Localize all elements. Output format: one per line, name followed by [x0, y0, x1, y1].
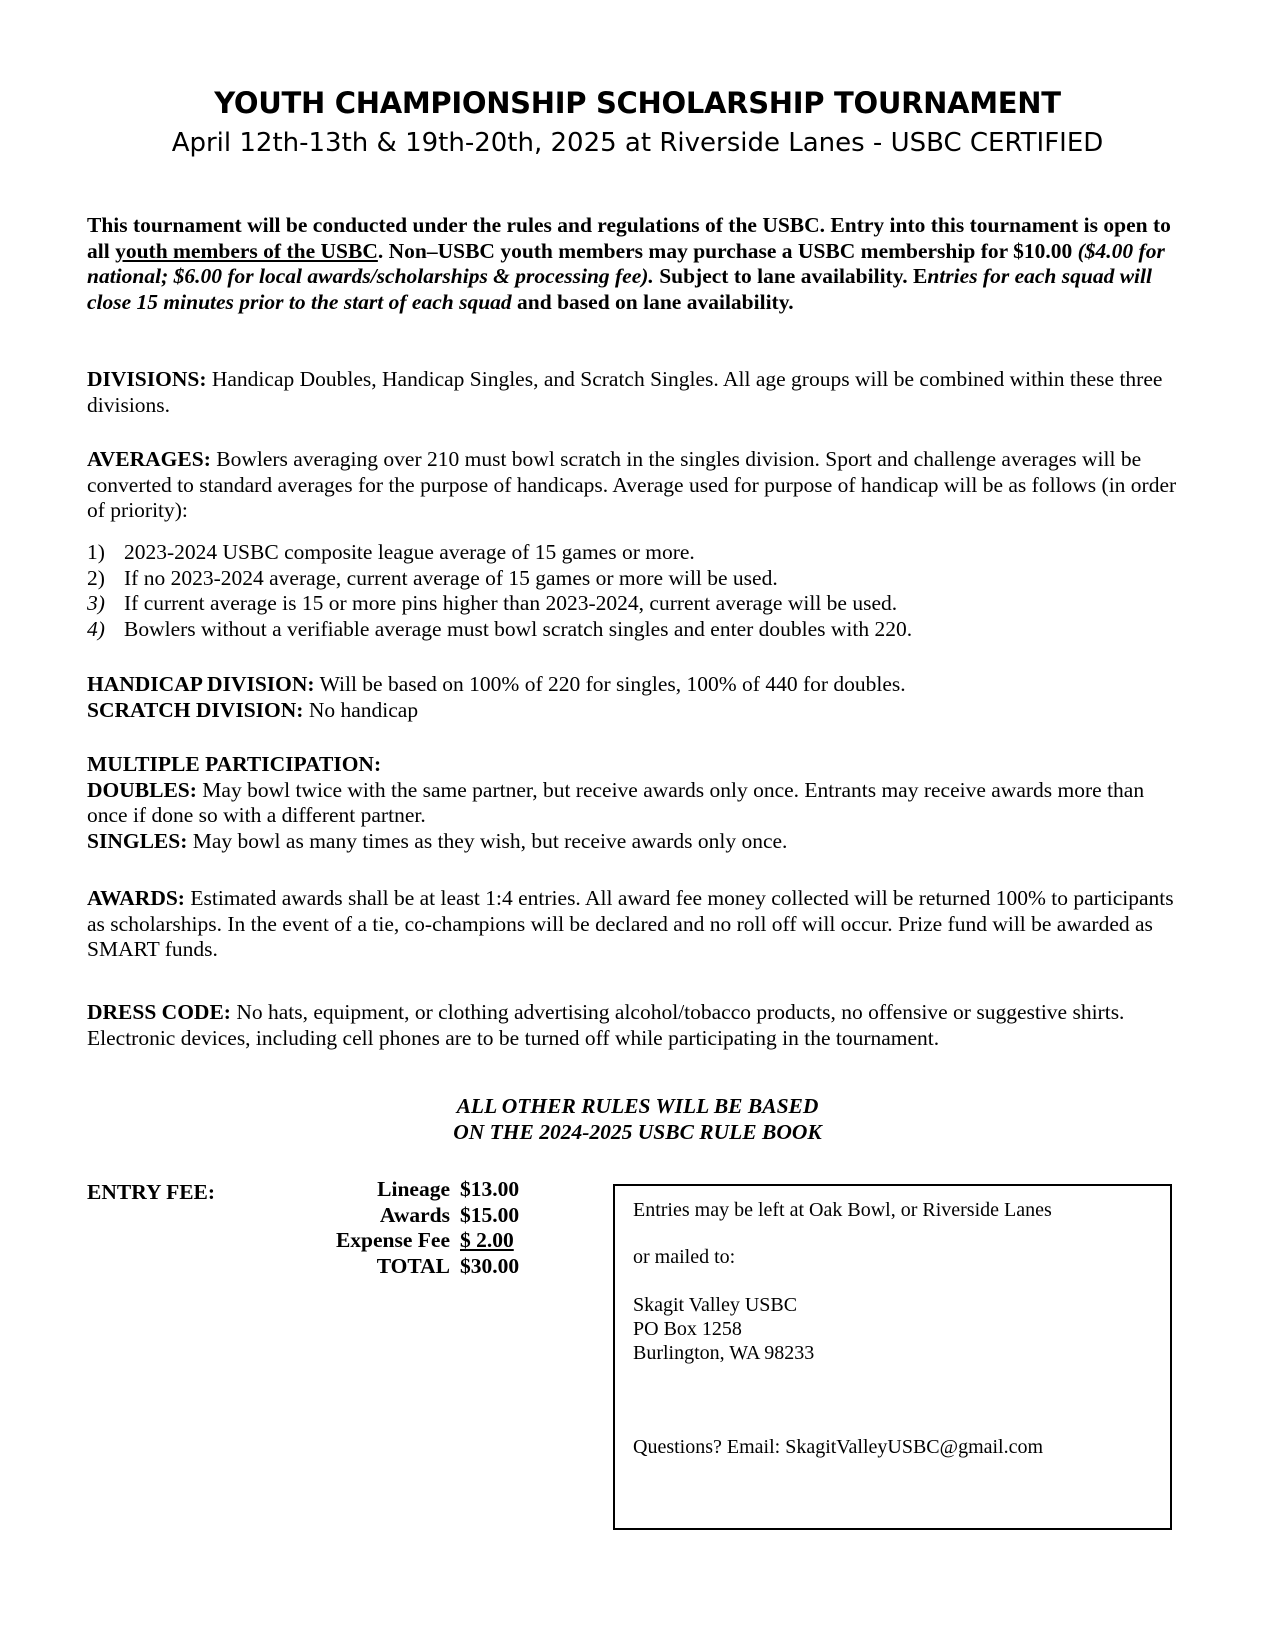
- list-number: 1): [87, 540, 105, 564]
- entries-location: Entries may be left at Oak Bowl, or Riverside Lanes: [633, 1199, 1052, 1221]
- list-number: 3): [87, 591, 105, 615]
- scratch-text: No handicap: [303, 697, 419, 722]
- fee-label: Expense Fee: [335, 1228, 450, 1252]
- fee-label: Awards: [379, 1202, 450, 1227]
- awards-paragraph: [87, 886, 1187, 963]
- division-rules: [87, 672, 1187, 723]
- singles-text: May bowl as many times as they wish, but receive awards only once.: [187, 828, 788, 853]
- doubles-text: May bowl twice with the same partner, but receive awards only once. Entrants may receive awards more than once if done so with a different partner.: [87, 777, 1145, 827]
- list-text: 2023-2024 USBC composite league average of 15 games or more.: [124, 540, 695, 564]
- list-item: [87, 566, 912, 592]
- list-item: [87, 540, 912, 566]
- mail-instructions: or mailed to:: [633, 1246, 736, 1268]
- handicap-text: Will be based on 100% of 220 for singles, 100% of 440 for doubles.: [314, 672, 906, 696]
- dress-code-text: No hats, equipment, or clothing advertising alcohol/tobacco products, no offensive or suggestive shirts. Electronic devices, including cell phones are to be turned off while participating in the tournament.: [87, 1000, 1125, 1050]
- handicap-label: HANDICAP DIVISION:: [87, 672, 315, 696]
- scratch-division: [87, 698, 1187, 724]
- handicap-division: [87, 672, 1187, 698]
- awards-text: Estimated awards shall be at least 1:4 entries. All award fee money collected will be returned 100% to participants as scholarships. In the event of a tie, co-champions will be declared and no roll off will occur. Prize fund will be awarded as SMART funds.: [87, 886, 1174, 961]
- address-line-1: Skagit Valley USBC: [633, 1294, 798, 1316]
- intro-paragraph: [87, 213, 1187, 315]
- doubles-label: DOUBLES:: [87, 777, 197, 802]
- address-line-2: PO Box 1258: [633, 1318, 742, 1340]
- list-number: 4): [87, 616, 105, 641]
- intro-italic-2: ntries for each squad will close 15 minutes prior to the start of each squad: [87, 264, 1152, 314]
- other-rules-line-1: ALL OTHER RULES WILL BE BASED: [456, 1094, 819, 1118]
- intro-text-3: Subject to lane availability. E: [653, 264, 928, 288]
- list-text: If no 2023-2024 average, current average of 15 games or more will be used.: [124, 565, 778, 590]
- multiple-heading: MULTIPLE PARTICIPATION:: [87, 752, 382, 776]
- list-text: Bowlers without a verifiable average must bowl scratch singles and enter doubles with 220.: [124, 616, 913, 641]
- page-title: YOUTH CHAMPIONSHIP SCHOLARSHIP TOURNAMENT: [214, 86, 1061, 120]
- fee-amount: $13.00: [460, 1177, 520, 1201]
- averages-label: AVERAGES:: [87, 447, 211, 471]
- entry-fee-table: [300, 1177, 519, 1279]
- fee-amount: $ 2.00: [460, 1228, 514, 1252]
- fee-amount: $30.00: [460, 1253, 520, 1278]
- questions-email: Questions? Email: SkagitValleyUSBC@gmail.com: [633, 1436, 1044, 1458]
- other-rules-line-2: ON THE 2024-2025 USBC RULE BOOK: [453, 1120, 822, 1144]
- list-text: If current average is 15 or more pins higher than 2023-2024, current average will be used.: [124, 591, 898, 615]
- table-row: [300, 1177, 519, 1203]
- header: [0, 84, 1275, 162]
- dress-code-paragraph: [87, 1000, 1187, 1051]
- youth-members-link: youth members of the USBC: [115, 238, 378, 263]
- averages-paragraph: [87, 447, 1187, 524]
- divisions-label: DIVISIONS:: [87, 367, 207, 391]
- list-item: [87, 617, 912, 643]
- table-row: [300, 1228, 519, 1254]
- entry-fee-label: ENTRY FEE:: [87, 1180, 216, 1204]
- fee-label: Lineage: [377, 1177, 450, 1201]
- intro-italic-1: ($4.00 for national; $6.00 for local awards/scholarships & processing fee).: [87, 238, 1165, 288]
- address-line-3: Burlington, WA 98233: [633, 1342, 815, 1364]
- intro-text-1: This tournament will be conducted under the rules and regulations of the USBC. Entry into this tournament is open to all: [87, 213, 1171, 263]
- list-item: [87, 591, 912, 617]
- singles-rule: [87, 829, 1187, 855]
- fee-label: TOTAL: [376, 1253, 450, 1278]
- intro-text-4: and based on lane availability.: [511, 289, 794, 314]
- averages-priority-list: [87, 540, 912, 642]
- divisions-paragraph: [87, 367, 1187, 418]
- awards-label: AWARDS:: [87, 886, 185, 910]
- entries-info-box: [613, 1184, 1172, 1530]
- doubles-rule: [87, 778, 1187, 829]
- list-number: 2): [87, 565, 105, 590]
- dress-code-label: DRESS CODE:: [87, 1000, 231, 1024]
- table-row: [300, 1254, 519, 1280]
- intro-text-2: . Non–USBC youth members may purchase a USBC membership for $10.00: [377, 238, 1078, 263]
- other-rules-note: [0, 1093, 1275, 1145]
- page-subtitle: April 12th-13th & 19th-20th, 2025 at Riverside Lanes - USBC CERTIFIED: [171, 128, 1104, 158]
- multiple-participation: [87, 752, 1187, 854]
- table-row: [300, 1203, 519, 1229]
- divisions-text: Handicap Doubles, Handicap Singles, and Scratch Singles. All age groups will be combined within these three divisions.: [87, 367, 1163, 417]
- scratch-label: SCRATCH DIVISION:: [87, 697, 304, 722]
- singles-label: SINGLES:: [87, 828, 188, 853]
- fee-amount: $15.00: [460, 1202, 520, 1227]
- averages-text: Bowlers averaging over 210 must bowl scratch in the singles division. Sport and challenge averages will be converted to standard averages for the purpose of handicaps. Average used for purpose of handicap will be as follows (in order of priority):: [87, 447, 1177, 522]
